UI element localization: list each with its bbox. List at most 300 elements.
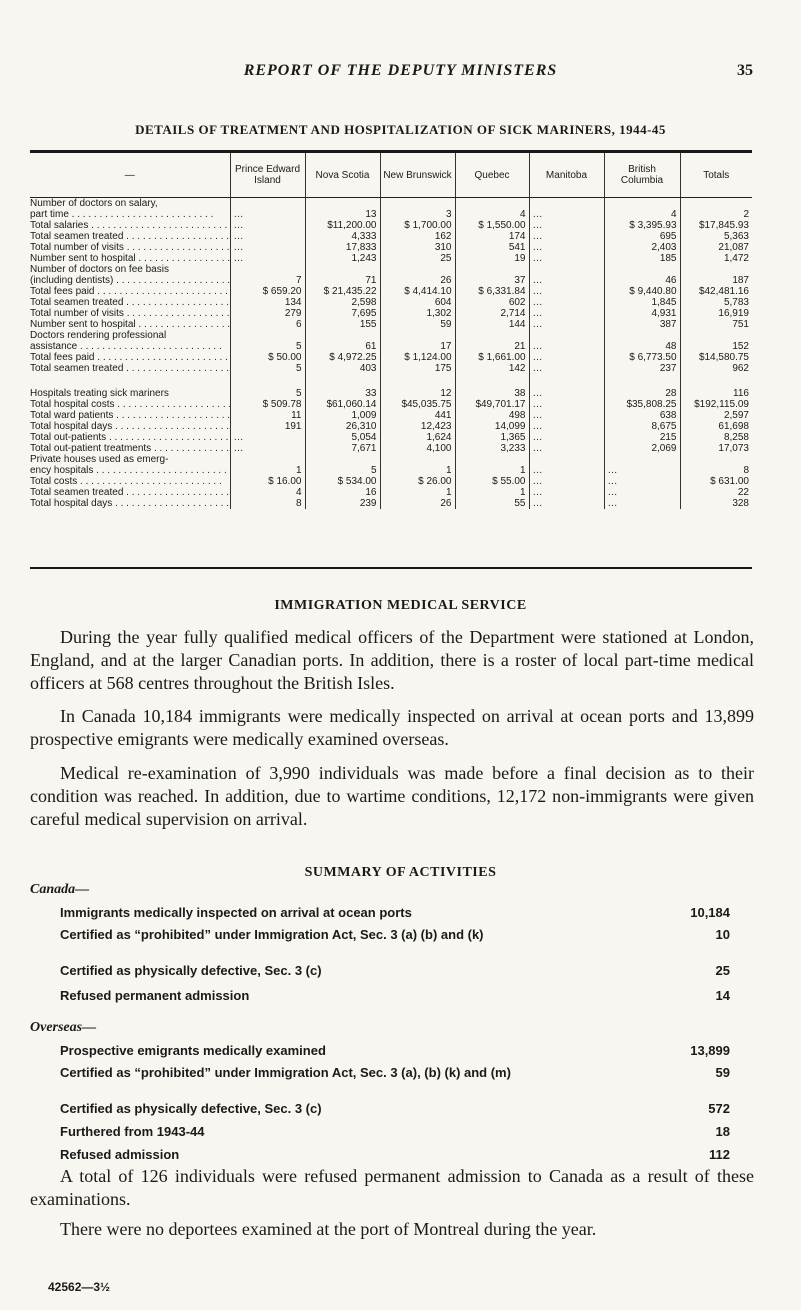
row-label-text: Total seamen treated: [30, 363, 124, 374]
row-label-text: assistance: [30, 341, 78, 352]
row-label: [30, 454, 230, 465]
table-header-row: [30, 153, 752, 198]
table-cell: 21: [455, 341, 529, 352]
table-cell: $ 9,440.80: [604, 286, 680, 297]
table-cell: …: [230, 253, 305, 264]
table-cell: [230, 374, 305, 388]
table-cell: …: [230, 209, 305, 220]
table-cell: 3,233: [455, 443, 529, 454]
leader-dots: [113, 410, 230, 421]
leader-dots: [123, 363, 230, 374]
table-cell: [230, 198, 305, 210]
table-cell: 215: [604, 432, 680, 443]
table-cell: 17: [380, 341, 455, 352]
leader-dots: [124, 308, 230, 319]
table-cell: 3: [380, 209, 455, 220]
row-label: [30, 209, 230, 220]
table-cell: 12,423: [380, 421, 455, 432]
table-cell: 7: [230, 275, 305, 286]
table-row: [30, 352, 752, 363]
paragraph: [30, 705, 754, 751]
table-cell: 144: [455, 319, 529, 330]
table-row: [30, 363, 752, 374]
table-cell: 2,714: [455, 308, 529, 319]
table-cell: $42,481.16: [680, 286, 752, 297]
table-cell: [230, 264, 305, 275]
row-label: [30, 432, 230, 443]
paragraph-text: There were no deportees examined at the port of Montreal during the year.: [60, 1219, 597, 1239]
table-cell: 26,310: [305, 421, 380, 432]
table-cell: …: [529, 410, 604, 421]
table-cell: 5,363: [680, 231, 752, 242]
summary-value: 10,184: [690, 905, 730, 920]
table-cell: 1,624: [380, 432, 455, 443]
summary-label: Certified as physically defective, Sec. 3 (c): [60, 963, 322, 978]
column-header: Manitoba: [529, 153, 604, 198]
table-cell: 8: [680, 465, 752, 476]
table-cell: 4: [455, 209, 529, 220]
table-cell: 48: [604, 341, 680, 352]
leader-dots: [95, 352, 231, 363]
summary-value: 59: [715, 1065, 730, 1080]
table-cell: …: [529, 498, 604, 509]
table-cell: [455, 454, 529, 465]
row-label-text: Total seamen treated: [30, 487, 124, 498]
table-cell: $ 1,661.00: [455, 352, 529, 363]
row-label: [30, 487, 230, 498]
row-label-text: Total fees paid: [30, 286, 95, 297]
column-header: Totals: [680, 153, 752, 198]
table-cell: 134: [230, 297, 305, 308]
table-cell: 279: [230, 308, 305, 319]
leader-dots: [113, 275, 230, 286]
table-row: [30, 308, 752, 319]
table-cell: …: [529, 487, 604, 498]
table-cell: 962: [680, 363, 752, 374]
table-cell: …: [529, 421, 604, 432]
table-row: [30, 421, 752, 432]
table-row: [30, 297, 752, 308]
closing-paragraph: [30, 1165, 754, 1211]
table-row: [30, 231, 752, 242]
table-cell: [604, 198, 680, 210]
table-cell: [305, 264, 380, 275]
table-row: [30, 220, 752, 231]
table-cell: …: [529, 432, 604, 443]
table-cell: …: [529, 253, 604, 264]
paragraph-text: During the year fully qualified medical officers of the Department were stationed at London, England, and at the larger Canadian ports. In addition, there is a roster of local part-time medical officers at 568 centres throughout the British Isles.: [30, 627, 754, 693]
table-cell: [680, 264, 752, 275]
table-cell: 1: [230, 465, 305, 476]
table-cell: $17,845.93: [680, 220, 752, 231]
table-row: [30, 443, 752, 454]
table-cell: 28: [604, 388, 680, 399]
table-cell: …: [604, 498, 680, 509]
table-cell: $ 4,414.10: [380, 286, 455, 297]
table-cell: 310: [380, 242, 455, 253]
leader-dots: [106, 432, 230, 443]
row-label: [30, 363, 230, 374]
table-cell: $ 1,550.00: [455, 220, 529, 231]
closing-paragraph: [30, 1218, 754, 1241]
table-cell: 604: [380, 297, 455, 308]
table-cell: 5: [230, 388, 305, 399]
row-label-text: Total hospital costs: [30, 399, 115, 410]
leader-dots: [136, 319, 230, 330]
summary-value: 572: [708, 1101, 730, 1116]
table-cell: $ 534.00: [305, 476, 380, 487]
table-cell: 4,333: [305, 231, 380, 242]
table-cell: 7,695: [305, 308, 380, 319]
paragraph: [30, 762, 754, 831]
table-cell: [380, 330, 455, 341]
row-label: [30, 286, 230, 297]
summary-line: [60, 1147, 730, 1162]
table-cell: $11,200.00: [305, 220, 380, 231]
table-cell: 638: [604, 410, 680, 421]
paragraph-text: A total of 126 individuals were refused permanent admission to Canada as a result of these examinations.: [30, 1166, 754, 1209]
table-cell: 2,597: [680, 410, 752, 421]
row-label-text: Total number of visits: [30, 242, 124, 253]
table-cell: [680, 374, 752, 388]
summary-label: Immigrants medically inspected on arrival at ocean ports: [60, 905, 412, 920]
row-label: [30, 374, 230, 388]
table-cell: 1,243: [305, 253, 380, 264]
table-cell: 26: [380, 275, 455, 286]
table-cell: 1: [455, 487, 529, 498]
row-label-text: Total seamen treated: [30, 297, 124, 308]
table-cell: …: [529, 231, 604, 242]
summary-value: 13,899: [690, 1043, 730, 1058]
leader-dots: [123, 487, 230, 498]
table-cell: 16,919: [680, 308, 752, 319]
table-cell: 33: [305, 388, 380, 399]
leader-dots: [77, 341, 221, 352]
table-cell: 1,845: [604, 297, 680, 308]
table-cell: [604, 454, 680, 465]
table-cell: $192,115.09: [680, 399, 752, 410]
leader-dots: [123, 297, 230, 308]
summary-label: Certified as “prohibited” under Immigration Act, Sec. 3 (a) (b) and (k): [60, 927, 484, 942]
table-cell: $61,060.14: [305, 399, 380, 410]
section-heading-immigration: IMMIGRATION MEDICAL SERVICE: [274, 598, 527, 613]
row-label: [30, 242, 230, 253]
table-cell: …: [529, 308, 604, 319]
table-cell: 2,598: [305, 297, 380, 308]
table-cell: …: [529, 476, 604, 487]
table-cell: 1,302: [380, 308, 455, 319]
row-label-text: Total ward patients: [30, 410, 114, 421]
leader-dots: [88, 220, 230, 231]
table-cell: 191: [230, 421, 305, 432]
row-label-text: Private houses used as emerg-: [30, 454, 169, 465]
table-cell: 25: [380, 253, 455, 264]
table-cell: [380, 264, 455, 275]
group-label-overseas: Overseas—: [30, 1020, 97, 1035]
table-cell: [305, 454, 380, 465]
table-row: [30, 209, 752, 220]
table-cell: 8,675: [604, 421, 680, 432]
table-cell: 11: [230, 410, 305, 421]
table-cell: …: [230, 432, 305, 443]
table-row: [30, 410, 752, 421]
table-row: [30, 264, 752, 275]
table-cell: 602: [455, 297, 529, 308]
table-row: [30, 487, 752, 498]
table-cell: [230, 454, 305, 465]
table-cell: $ 21,435.22: [305, 286, 380, 297]
column-header: British Columbia: [604, 153, 680, 198]
table-cell: [380, 454, 455, 465]
table-cell: 116: [680, 388, 752, 399]
table-cell: 751: [680, 319, 752, 330]
table-cell: 21,087: [680, 242, 752, 253]
table-cell: [455, 374, 529, 388]
leader-dots: [112, 498, 230, 509]
row-label: [30, 498, 230, 509]
table-cell: $ 16.00: [230, 476, 305, 487]
table-cell: 14,099: [455, 421, 529, 432]
table-cell: 8,258: [680, 432, 752, 443]
sick-mariners-table: [30, 153, 752, 509]
table-cell: …: [604, 487, 680, 498]
table-cell: 152: [680, 341, 752, 352]
table-cell: …: [529, 242, 604, 253]
table-row: [30, 275, 752, 286]
leader-dots: [123, 231, 230, 242]
row-label-text: Doctors rendering professional: [30, 330, 167, 341]
row-label-text: Hospitals treating sick mariners: [30, 388, 169, 399]
paragraph-text: In Canada 10,184 immigrants were medically inspected on arrival at ocean ports and 13,899 prospective emigrants were medically examined overseas.: [30, 706, 754, 749]
table-cell: 175: [380, 363, 455, 374]
table-cell: 1: [455, 465, 529, 476]
row-label-text: Total out-patient treatments: [30, 443, 152, 454]
table-cell: 2,403: [604, 242, 680, 253]
table-cell: [380, 374, 455, 388]
table-cell: …: [529, 220, 604, 231]
table-cell: …: [529, 341, 604, 352]
table-cell: 7,671: [305, 443, 380, 454]
table-cell: 441: [380, 410, 455, 421]
table-cell: …: [529, 399, 604, 410]
table-cell: 2: [680, 209, 752, 220]
table-row: [30, 242, 752, 253]
table-cell: 4: [604, 209, 680, 220]
leader-dots: [124, 242, 230, 253]
row-label: [30, 264, 230, 275]
table-cell: [455, 330, 529, 341]
table-row: [30, 374, 752, 388]
row-label: [30, 308, 230, 319]
table-cell: 8: [230, 498, 305, 509]
leader-dots: [112, 421, 230, 432]
table-cell: [604, 330, 680, 341]
table-cell: $ 3,395.93: [604, 220, 680, 231]
summary-line: [60, 927, 730, 942]
table-cell: 37: [455, 275, 529, 286]
table-cell: 12: [380, 388, 455, 399]
table-cell: $ 4,972.25: [305, 352, 380, 363]
summary-value: 25: [715, 963, 730, 978]
table-cell: 162: [380, 231, 455, 242]
table-cell: 19: [455, 253, 529, 264]
row-label: [30, 421, 230, 432]
row-label-text: ency hospitals: [30, 465, 94, 476]
table-row: [30, 198, 752, 210]
table-cell: 1,009: [305, 410, 380, 421]
summary-label: Refused admission: [60, 1147, 180, 1162]
table-cell: $ 659.20: [230, 286, 305, 297]
table-cell: [305, 374, 380, 388]
row-label-text: Number of doctors on salary,: [30, 198, 158, 209]
table-cell: [680, 198, 752, 210]
table-cell: 187: [680, 275, 752, 286]
table-cell: [529, 374, 604, 388]
column-header: Nova Scotia: [305, 153, 380, 198]
summary-line: [60, 1124, 730, 1139]
table-row: [30, 476, 752, 487]
row-label-text: Number sent to hospital: [30, 319, 136, 330]
row-label: [30, 220, 230, 231]
table-cell: …: [529, 352, 604, 363]
table-cell: 5: [230, 341, 305, 352]
table-cell: 55: [455, 498, 529, 509]
table-row: [30, 341, 752, 352]
table-bottom-rule: [30, 567, 752, 569]
table-row: [30, 253, 752, 264]
column-header: —: [30, 153, 230, 198]
table-cell: 387: [604, 319, 680, 330]
row-label: [30, 476, 230, 487]
row-label-text: Total hospital days: [30, 421, 113, 432]
table-cell: …: [529, 465, 604, 476]
table-cell: 5: [230, 363, 305, 374]
row-label: [30, 330, 230, 341]
table-cell: [455, 264, 529, 275]
page-number: 35: [737, 62, 753, 79]
table-cell: 5,783: [680, 297, 752, 308]
table-cell: …: [230, 242, 305, 253]
row-label-text: Total salaries: [30, 220, 89, 231]
table-cell: 26: [380, 498, 455, 509]
table-cell: 1: [380, 465, 455, 476]
leader-dots: [136, 253, 230, 264]
row-label: [30, 231, 230, 242]
table-cell: 5: [305, 465, 380, 476]
summary-line: [60, 1101, 730, 1116]
table-cell: 16: [305, 487, 380, 498]
leader-dots: [115, 399, 231, 410]
row-label-text: part time: [30, 209, 69, 220]
table-row: [30, 454, 752, 465]
table-cell: 237: [604, 363, 680, 374]
row-label-text: Total hospital days: [30, 498, 113, 509]
summary-value: 14: [715, 988, 730, 1003]
summary-value: 18: [715, 1124, 730, 1139]
table-cell: 185: [604, 253, 680, 264]
table-cell: …: [529, 319, 604, 330]
table-cell: …: [529, 363, 604, 374]
table-cell: [529, 454, 604, 465]
leader-dots: [95, 286, 231, 297]
leader-dots: [69, 209, 213, 220]
table-cell: $49,701.17: [455, 399, 529, 410]
table-cell: [604, 374, 680, 388]
summary-line: [60, 1043, 730, 1058]
table-cell: …: [604, 465, 680, 476]
table-row: [30, 465, 752, 476]
row-label-text: Total fees paid: [30, 352, 95, 363]
table-cell: [529, 264, 604, 275]
table-cell: 4: [230, 487, 305, 498]
column-header: Quebec: [455, 153, 529, 198]
summary-line: [60, 988, 730, 1003]
table-cell: 59: [380, 319, 455, 330]
table-cell: 6: [230, 319, 305, 330]
table-cell: $ 1,124.00: [380, 352, 455, 363]
running-title: REPORT OF THE DEPUTY MINISTERS: [243, 62, 558, 79]
table-cell: 328: [680, 498, 752, 509]
summary-label: Certified as physically defective, Sec. 3 (c): [60, 1101, 322, 1116]
table-cell: $ 55.00: [455, 476, 529, 487]
table-cell: …: [529, 275, 604, 286]
table-cell: 239: [305, 498, 380, 509]
summary-line: [60, 963, 730, 978]
table-cell: 22: [680, 487, 752, 498]
table-cell: 403: [305, 363, 380, 374]
column-header: Prince Edward Island: [230, 153, 305, 198]
table-cell: …: [529, 297, 604, 308]
table-cell: 4,100: [380, 443, 455, 454]
table-cell: $ 6,773.50: [604, 352, 680, 363]
row-label-text: Number sent to hospital: [30, 253, 136, 264]
table-cell: 17,073: [680, 443, 752, 454]
table-cell: [529, 198, 604, 210]
table-cell: …: [529, 286, 604, 297]
summary-line: [60, 905, 730, 920]
leader-dots: [151, 443, 230, 454]
table-cell: 46: [604, 275, 680, 286]
table-cell: …: [230, 220, 305, 231]
summary-label: Certified as “prohibited” under Immigration Act, Sec. 3 (a), (b) (k) and (m): [60, 1065, 511, 1080]
row-label: [30, 388, 230, 399]
table-cell: …: [529, 443, 604, 454]
table-cell: $ 1,700.00: [380, 220, 455, 231]
table-cell: 1: [380, 487, 455, 498]
table-cell: [680, 330, 752, 341]
table-cell: 174: [455, 231, 529, 242]
table-row: [30, 399, 752, 410]
table-row: [30, 388, 752, 399]
table-cell: …: [230, 231, 305, 242]
row-label-text: (including dentists): [30, 275, 114, 286]
table-cell: $35,808.25: [604, 399, 680, 410]
leader-dots: [77, 476, 221, 487]
table-row: [30, 498, 752, 509]
table-cell: 142: [455, 363, 529, 374]
table-cell: [455, 198, 529, 210]
group-label-canada: Canada—: [30, 882, 90, 897]
row-label-text: Number of doctors on fee basis: [30, 264, 169, 275]
table-cell: $45,035.75: [380, 399, 455, 410]
row-label-text: Total costs: [30, 476, 78, 487]
summary-value: 10: [715, 927, 730, 942]
row-label: [30, 297, 230, 308]
table-cell: 5,054: [305, 432, 380, 443]
row-label: [30, 253, 230, 264]
table-row: [30, 319, 752, 330]
table-cell: 2,069: [604, 443, 680, 454]
